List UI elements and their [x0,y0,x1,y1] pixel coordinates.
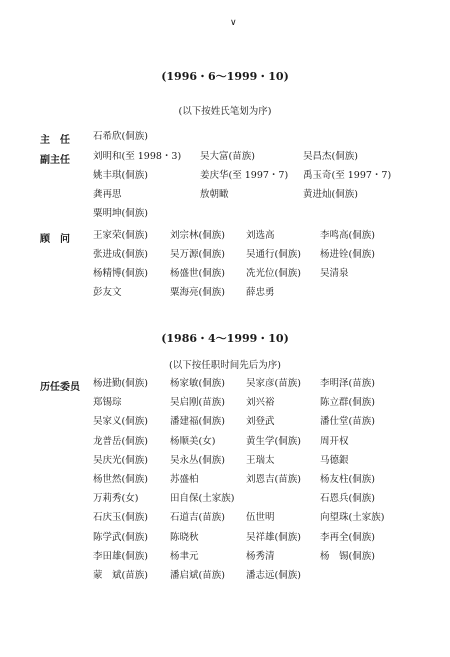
member-name: 潘仕堂(苗族) [320,416,375,428]
member-name: 马德銀 [320,454,349,466]
advisor-name: 吴万源(侗族) [170,249,225,260]
member-name: 潘建福(侗族) [170,416,225,428]
advisor-name: 刘宗林(侗族) [170,230,225,241]
member-name: 吴家彦(苗族) [246,378,301,389]
order-note-1: (以下按姓氏笔划为序) [178,106,272,117]
member-name: 杨秀清 [246,550,275,562]
advisor-name: 彭友文 [93,287,122,298]
period-heading-1: (1996・6～1999・10) [161,70,289,83]
advisor-name: 吴通行(侗族) [246,249,301,260]
member-name: 吴家义(侗族) [93,416,148,428]
deputy-director-name: 龚再思 [93,189,122,200]
member-name: 石庆玉(侗族) [93,512,148,524]
member-name: 杨家敏(侗族) [170,378,225,389]
order-note-2: (以下按任职时间先后为序) [169,360,281,371]
advisor-name: 张进成(侗族) [93,249,148,260]
member-name: 伍世明 [246,512,275,524]
advisor-name: 王家荣(侗族) [93,230,148,241]
advisor-name: 粟海亮(侗族) [170,287,225,298]
director-name: 石希欣(侗族) [93,131,148,142]
advisor-name: 冼光位(侗族) [246,268,301,279]
member-name: 吴祥雄(侗族) [246,531,301,543]
label-guwen: 顾 问 [40,234,70,245]
member-name: 潘志远(侗族) [246,570,301,581]
advisor-name: 杨盛世(侗族) [170,268,225,279]
period-heading-2: (1986・4～1999・10) [161,332,289,345]
deputy-director-name: 吴昌杰(侗族) [303,151,358,162]
advisor-name: 杨进铨(侗族) [320,249,375,260]
top-mark: ∨ [230,18,237,28]
member-name: 吴永丛(侗族) [170,454,225,466]
member-name: 王瑞太 [246,454,275,466]
member-name: 郑锡琮 [93,397,122,409]
member-name: 刘兴裕 [246,397,275,409]
member-name: 黄生学(侗族) [246,435,301,447]
member-name: 杨顺美(女) [170,435,216,447]
deputy-director-name: 禹玉奇(至 1997・7) [303,170,392,181]
member-name: 杨世然(侗族) [93,474,148,485]
member-name: 苏盛柏 [170,474,199,485]
member-name: 周开权 [320,435,349,447]
deputy-director-name: 吴大富(苗族) [200,151,255,162]
label-weiyuan: 历任委员 [40,382,80,393]
member-name: 陈晓秋 [170,531,199,543]
deputy-director-name: 姜庆华(至 1997・7) [200,170,289,181]
deputy-director-name: 粟明坤(侗族) [93,208,148,219]
member-name: 李田雄(侗族) [93,550,148,562]
member-name: 陈立群(侗族) [320,397,375,409]
advisor-name: 薛忠勇 [246,287,275,298]
label-zhuren: 主 任 [40,135,70,146]
member-name: 刘登武 [246,416,275,428]
member-name: 吴庆光(侗族) [93,454,148,466]
member-name: 刘恩吉(苗族) [246,474,301,485]
member-name: 龙普岳(侗族) [93,435,148,447]
member-name: 田自保(土家族) [170,493,235,505]
deputy-director-name: 敖朝瞰 [200,189,229,200]
member-name: 万莉秀(女) [93,493,139,505]
member-name: 李再全(侗族) [320,531,375,543]
member-name: 杨进勤(侗族) [93,378,148,389]
member-name: 杨 锡(侗族) [320,550,375,562]
member-name: 吴启刚(苗族) [170,397,225,409]
member-name: 李明泽(苗族) [320,378,375,389]
label-fuzhuren: 副主任 [40,155,70,166]
member-name: 潘启斌(苗族) [170,570,225,581]
member-name: 石恩兵(侗族) [320,493,375,505]
advisor-name: 李鸣高(侗族) [320,230,375,241]
member-name: 杨友柱(侗族) [320,474,375,485]
member-name: 蒙 斌(苗族) [93,570,148,581]
member-name: 向望珠(土家族) [320,512,385,524]
member-name: 杨聿元 [170,550,199,562]
advisor-name: 吴清泉 [320,268,349,279]
member-name: 陈学武(侗族) [93,531,148,543]
member-name: 石道吉(苗族) [170,512,225,524]
deputy-director-name: 刘明和(至 1998・3) [93,151,182,162]
deputy-director-name: 黄进灿(侗族) [303,189,358,200]
advisor-name: 杨精博(侗族) [93,268,148,279]
advisor-name: 刘选高 [246,230,275,241]
deputy-director-name: 姚丰琪(侗族) [93,170,148,181]
